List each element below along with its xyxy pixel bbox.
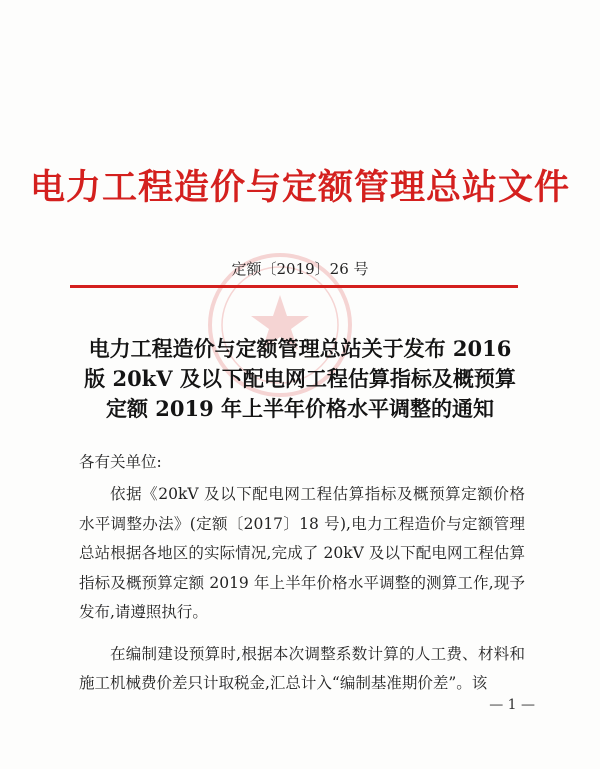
agency-title: 电力工程造价与定额管理总站文件 — [29, 167, 570, 208]
body-text — [79, 480, 525, 699]
addressee: 各有关单位: — [79, 453, 162, 471]
page-number: — 1 — — [489, 697, 535, 713]
notice-title-line: 定额 2019 年上半年价格水平调整的通知 — [105, 396, 495, 421]
body-paragraph: 依据《20kV 及以下配电网工程估算指标及概预算定额价格水平调整办法》(定额〔2017〕18 号),电力工程造价与定额管理总站根据各地区的实际情况,完成了 20kV 及以下配电网工程估算指标及概预算定额 2019 年上半年价格水平调整的测算工作,现予发布,请遵照执行。 — [79, 485, 525, 621]
document-number: 定额〔2019〕26 号 — [231, 260, 369, 278]
notice-title-line: 版 20kV 及以下配电网工程估算指标及概预算 — [84, 366, 516, 391]
notice-title — [55, 334, 545, 424]
body-paragraph: 在编制建设预算时,根据本次调整系数计算的人工费、材料和施工机械费价差只计取税金,汇总计入“编制基准期价差”。该 — [79, 644, 525, 692]
red-divider — [70, 285, 518, 288]
notice-title-line: 电力工程造价与定额管理总站关于发布 2016 — [88, 336, 512, 361]
